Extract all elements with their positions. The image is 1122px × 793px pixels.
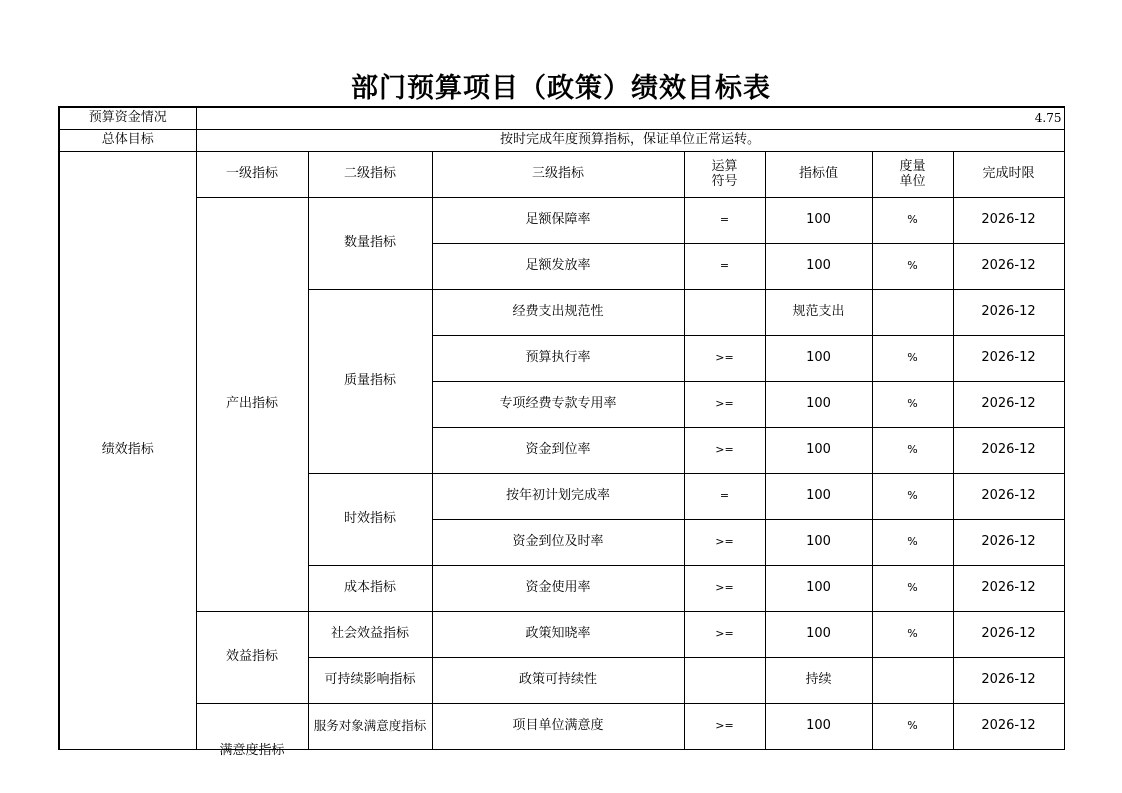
row-unit: % [872, 703, 953, 749]
header-operator: 运算 符号 [684, 151, 765, 197]
budget-value: 4.75 [196, 107, 1064, 129]
row-deadline: 2026-12 [953, 289, 1064, 335]
group-satisfaction [196, 703, 308, 758]
row-deadline: 2026-12 [953, 519, 1064, 565]
row-name: 按年初计划完成率 [432, 473, 684, 519]
row-unit [872, 657, 953, 703]
row-operator: >= [684, 381, 765, 427]
row-deadline: 2026-12 [953, 611, 1064, 657]
table-row [59, 703, 1064, 749]
row-unit: % [872, 611, 953, 657]
group-satisfaction-label: 满意度指标 [219, 742, 285, 758]
row-deadline: 2026-12 [953, 243, 1064, 289]
header-unit: 度量 单位 [872, 151, 953, 197]
row-name: 资金到位及时率 [432, 519, 684, 565]
row-value: 规范支出 [765, 289, 872, 335]
header-row [59, 151, 1064, 197]
row-value: 100 [765, 519, 872, 565]
row-value: 100 [765, 611, 872, 657]
row-value: 100 [765, 565, 872, 611]
group-output: 产出指标 [196, 197, 308, 611]
row-operator: >= [684, 611, 765, 657]
row-value: 100 [765, 381, 872, 427]
row-unit: % [872, 243, 953, 289]
row-operator: >= [684, 335, 765, 381]
budget-label: 预算资金情况 [59, 107, 196, 129]
row-operator: = [684, 473, 765, 519]
row-unit: % [872, 519, 953, 565]
row-deadline: 2026-12 [953, 427, 1064, 473]
row-unit: % [872, 473, 953, 519]
row-value: 100 [765, 427, 872, 473]
row-value: 持续 [765, 657, 872, 703]
subgroup-quantity: 数量指标 [308, 197, 432, 289]
row-unit: % [872, 565, 953, 611]
row-name: 足额保障率 [432, 197, 684, 243]
row-operator [684, 657, 765, 703]
row-name: 资金到位率 [432, 427, 684, 473]
header-level3: 三级指标 [432, 151, 684, 197]
budget-row [59, 107, 1064, 129]
row-name: 资金使用率 [432, 565, 684, 611]
table-row [59, 611, 1064, 657]
row-value: 100 [765, 335, 872, 381]
row-value: 100 [765, 703, 872, 749]
row-name: 政策可持续性 [432, 657, 684, 703]
subgroup-social: 社会效益指标 [308, 611, 432, 657]
row-unit: % [872, 381, 953, 427]
row-deadline: 2026-12 [953, 565, 1064, 611]
subgroup-cost: 成本指标 [308, 565, 432, 611]
row-deadline: 2026-12 [953, 703, 1064, 749]
row-deadline: 2026-12 [953, 381, 1064, 427]
row-operator: >= [684, 427, 765, 473]
row-deadline: 2026-12 [953, 335, 1064, 381]
subgroup-sustain: 可持续影响指标 [308, 657, 432, 703]
page-title: 部门预算项目（政策）绩效目标表 [351, 73, 771, 104]
row-name: 专项经费专款专用率 [432, 381, 684, 427]
row-operator: = [684, 243, 765, 289]
row-name: 项目单位满意度 [432, 703, 684, 749]
table-row [59, 197, 1064, 243]
overall-goal-value: 按时完成年度预算指标，保证单位正常运转。 [196, 129, 1064, 151]
subgroup-timeliness: 时效指标 [308, 473, 432, 565]
row-unit [872, 289, 953, 335]
row-unit: % [872, 197, 953, 243]
row-operator: >= [684, 519, 765, 565]
header-value: 指标值 [765, 151, 872, 197]
indicator-label: 绩效指标 [59, 151, 196, 749]
performance-target-table [58, 106, 1065, 758]
row-unit: % [872, 427, 953, 473]
row-operator: >= [684, 703, 765, 749]
subgroup-service: 服务对象满意度指标 [308, 703, 432, 749]
row-name: 足额发放率 [432, 243, 684, 289]
row-operator: >= [684, 565, 765, 611]
row-name: 政策知晓率 [432, 611, 684, 657]
row-deadline: 2026-12 [953, 197, 1064, 243]
row-operator [684, 289, 765, 335]
header-deadline: 完成时限 [953, 151, 1064, 197]
group-benefit: 效益指标 [196, 611, 308, 703]
row-name: 预算执行率 [432, 335, 684, 381]
row-unit: % [872, 335, 953, 381]
header-level2: 二级指标 [308, 151, 432, 197]
row-name: 经费支出规范性 [432, 289, 684, 335]
overall-goal-label: 总体目标 [59, 129, 196, 151]
row-value: 100 [765, 473, 872, 519]
subgroup-quality: 质量指标 [308, 289, 432, 473]
row-value: 100 [765, 243, 872, 289]
row-deadline: 2026-12 [953, 657, 1064, 703]
row-value: 100 [765, 197, 872, 243]
overall-goal-row [59, 129, 1064, 151]
row-operator: = [684, 197, 765, 243]
header-level1: 一级指标 [196, 151, 308, 197]
row-deadline: 2026-12 [953, 473, 1064, 519]
